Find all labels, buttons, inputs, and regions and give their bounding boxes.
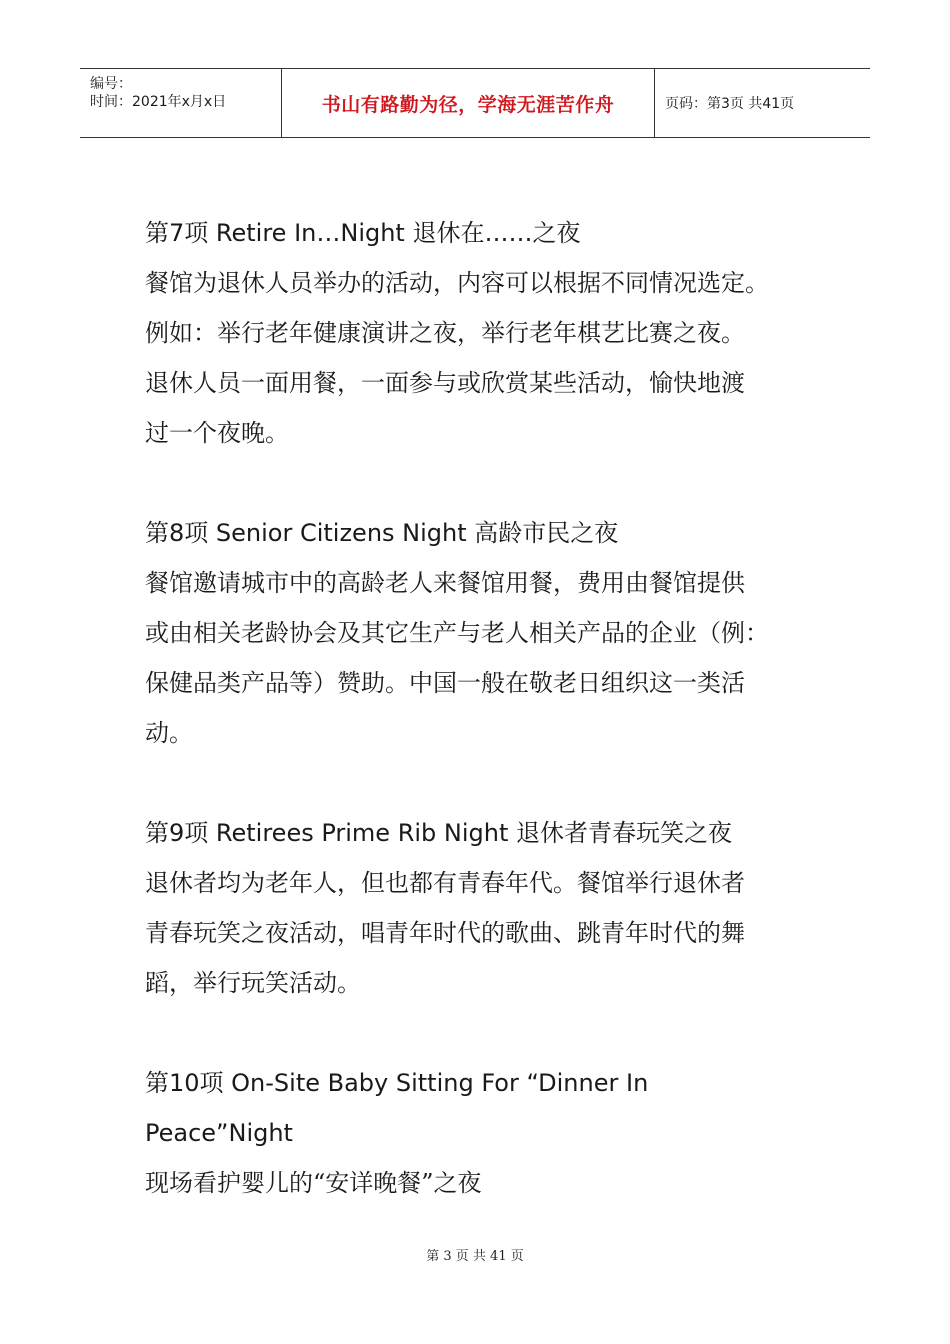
paragraph-line: 退休者均为老年人，但也都有青春年代。餐馆举行退休者: [145, 869, 745, 897]
header-motto-cell: [281, 69, 655, 137]
page-header: [80, 68, 870, 138]
paragraph-line: 过一个夜晚。: [145, 419, 289, 447]
section-title: 第7项 Retire In…Night 退休在……之夜: [145, 219, 581, 247]
section-item-8: [145, 508, 825, 758]
document-body: [145, 208, 825, 1258]
paragraph-line: 餐馆为退休人员举办的活动，内容可以根据不同情况选定。: [145, 269, 769, 297]
page-footer: 第 3 页 共 41 页: [426, 1249, 524, 1264]
paragraph-line: 退休人员一面用餐，一面参与或欣赏某些活动，愉快地渡: [145, 369, 745, 397]
paragraph-line: 或由相关老龄协会及其它生产与老人相关产品的企业（例：: [145, 619, 769, 647]
section-title-line-2: Peace”Night: [145, 1119, 293, 1147]
header-page-cell: [655, 69, 870, 137]
paragraph-line: 餐馆邀请城市中的高龄老人来餐馆用餐，费用由餐馆提供: [145, 569, 745, 597]
header-motto: 书山有路勤为径，学海无涯苦作舟: [321, 93, 615, 116]
paragraph-line: 青春玩笑之夜活动，唱青年时代的歌曲、跳青年时代的舞: [145, 919, 745, 947]
section-item-9: [145, 808, 825, 1008]
document-number-label: 编号：: [90, 76, 132, 92]
paragraph-line: 动。: [145, 719, 193, 747]
paragraph-line: 保健品类产品等）赞助。中国一般在敬老日组织这一类活: [145, 669, 745, 697]
header-page-info: 页码：第3页 共41页: [665, 96, 795, 112]
section-subtitle: 现场看护婴儿的“安详晚餐”之夜: [145, 1169, 482, 1197]
section-title: 第8项 Senior Citizens Night 高龄市民之夜: [145, 519, 619, 547]
paragraph-line: 例如：举行老年健康演讲之夜，举行老年棋艺比赛之夜。: [145, 319, 745, 347]
section-title: 第9项 Retirees Prime Rib Night 退休者青春玩笑之夜: [145, 819, 733, 847]
header-left-cell: [80, 69, 280, 137]
section-title-line-1: 第10项 On-Site Baby Sitting For “Dinner In: [145, 1069, 649, 1097]
section-item-7: [145, 208, 825, 458]
section-item-10: [145, 1058, 825, 1208]
document-time-label: 时间：2021年x月x日: [90, 94, 227, 110]
paragraph-line: 蹈，举行玩笑活动。: [145, 969, 361, 997]
